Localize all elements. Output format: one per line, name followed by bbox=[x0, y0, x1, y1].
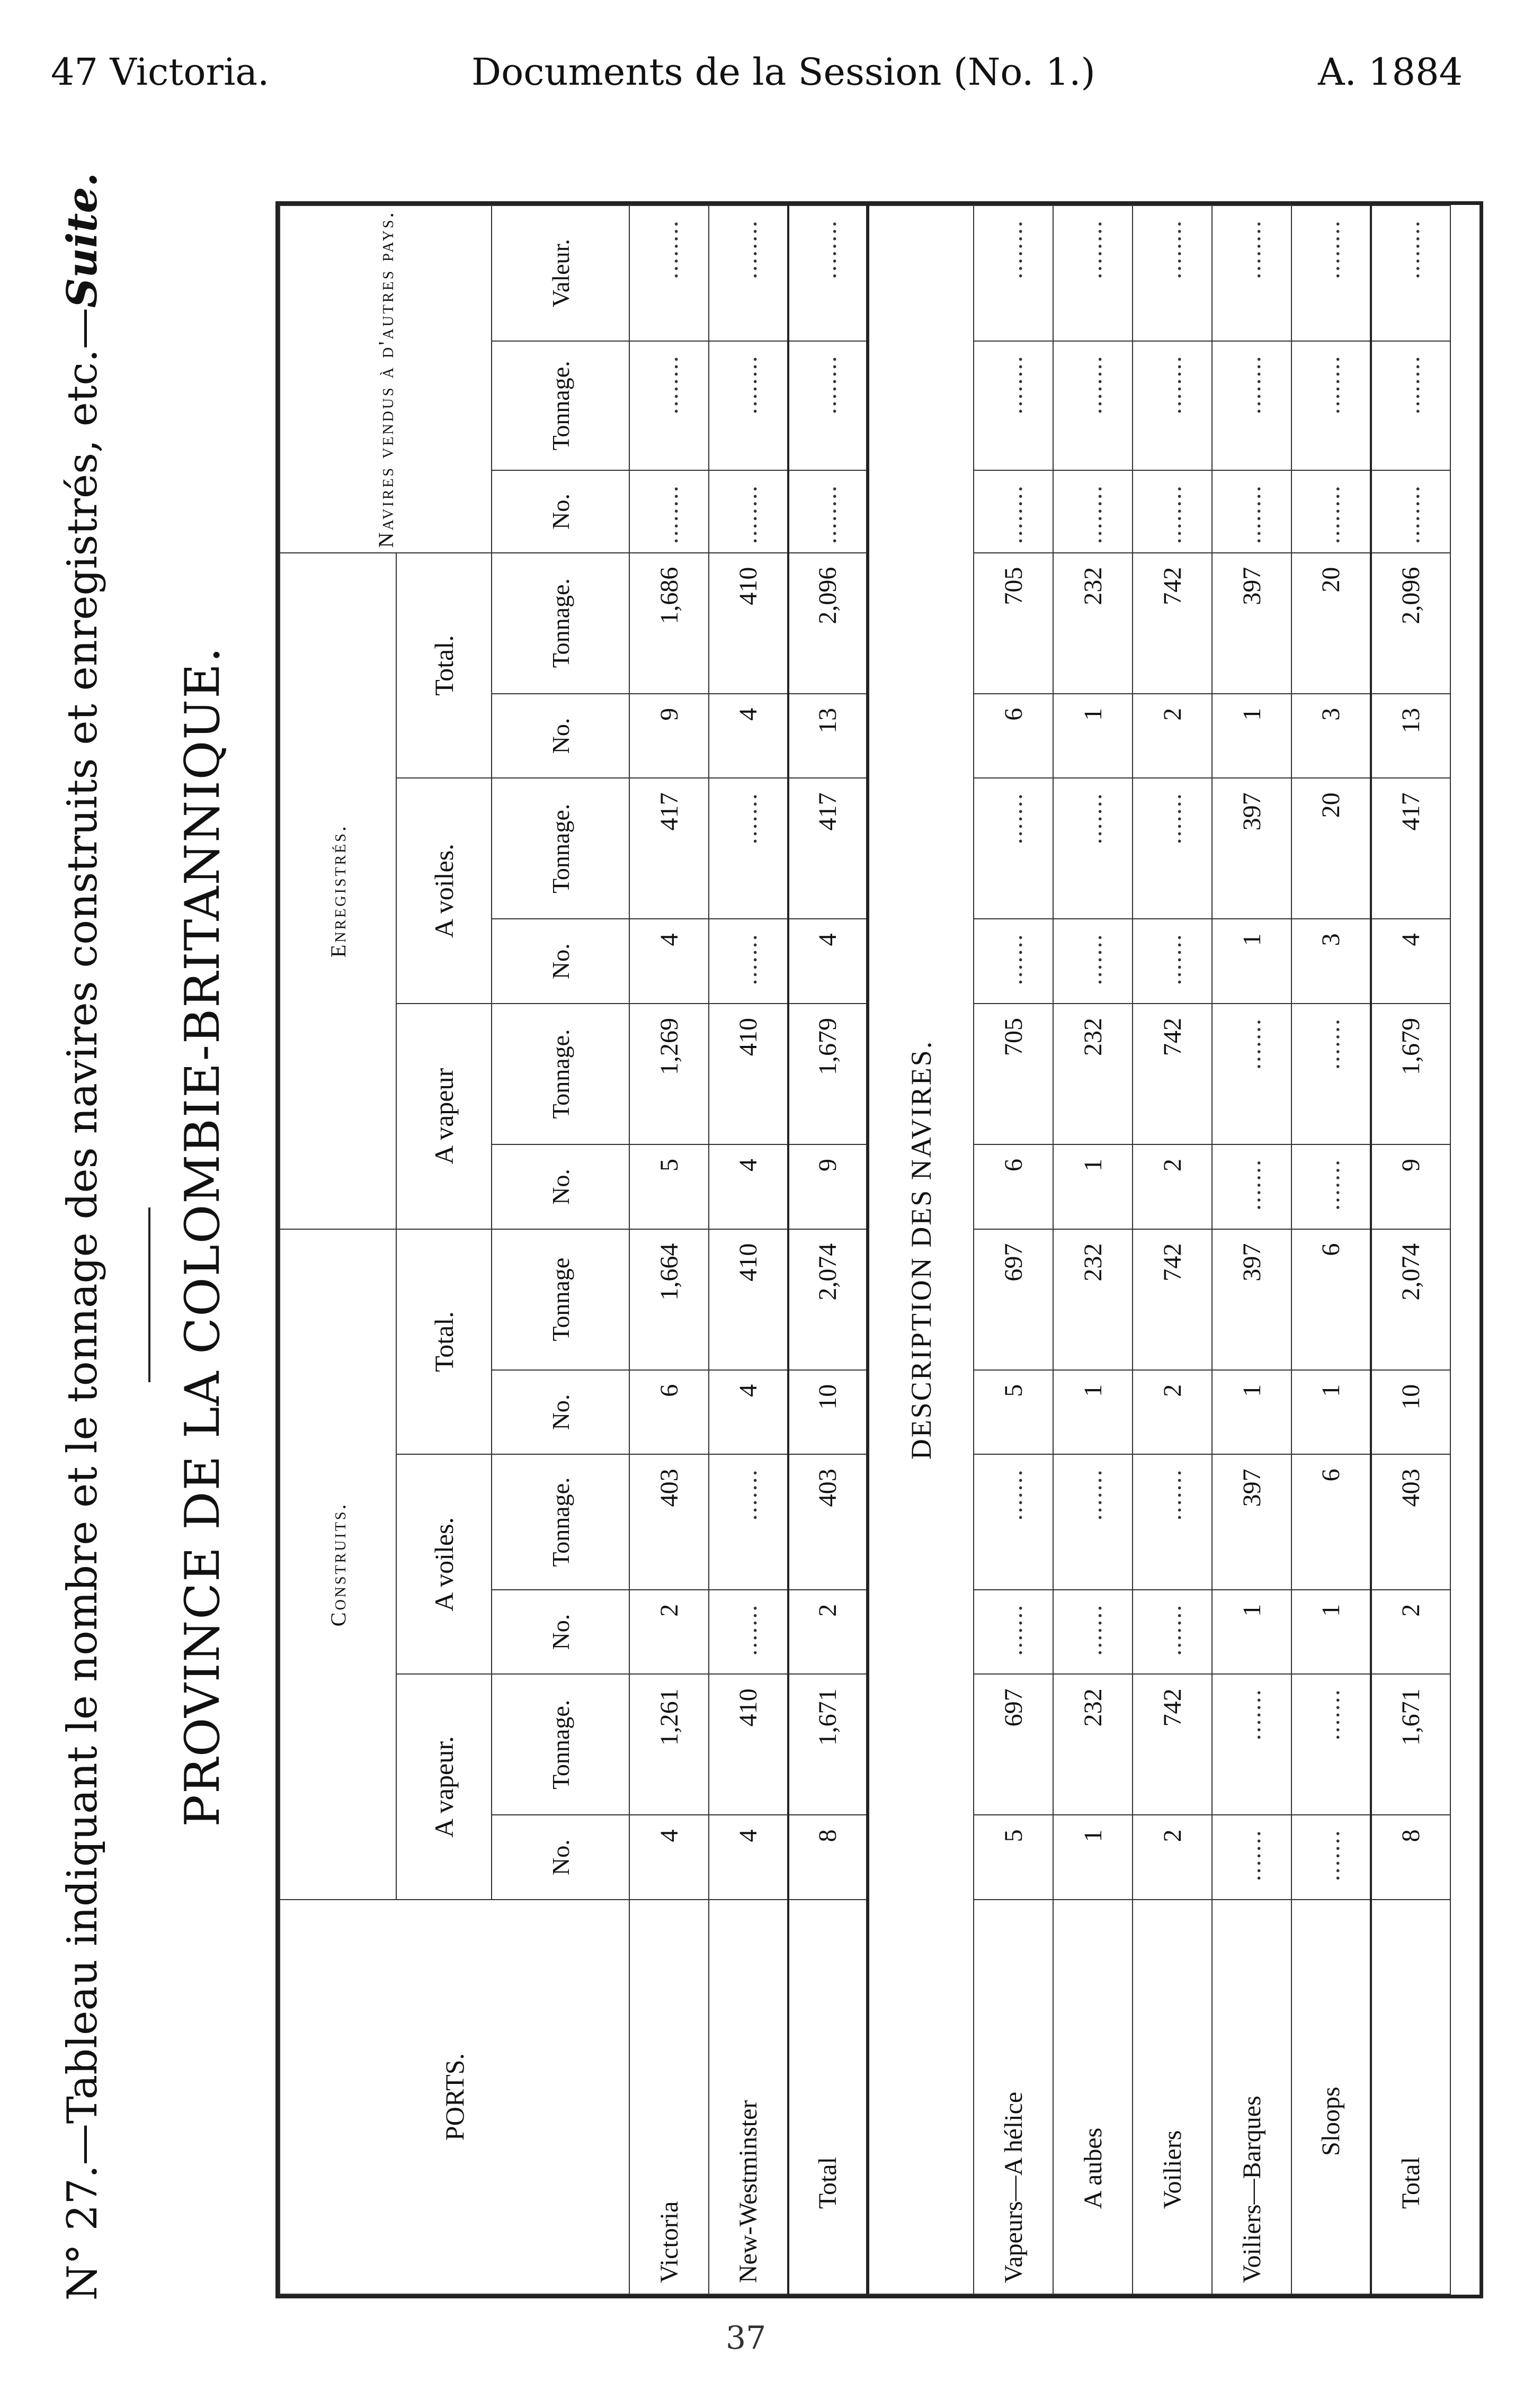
page-header bbox=[0, 0, 1524, 138]
cell-e-vap-t: 742 bbox=[1133, 1004, 1212, 1144]
cell-e-voi-no: 1 bbox=[1212, 919, 1291, 1004]
cell-e-voi-no: ....... bbox=[1133, 919, 1212, 1004]
cell-vendus-tonnage: ........ bbox=[709, 341, 788, 471]
cell-c-vap-t: 742 bbox=[1133, 1674, 1212, 1815]
cell-e-voi-t: ....... bbox=[709, 778, 788, 919]
cell-c-tot-no: 1 bbox=[1212, 1370, 1291, 1455]
row-label: Victoria bbox=[629, 1900, 709, 2294]
cell-c-tot-no: 5 bbox=[974, 1370, 1053, 1455]
table-title bbox=[58, 164, 106, 2309]
cell-vendus-valeur: ........ bbox=[1291, 205, 1371, 341]
cell-c-voi-t: ....... bbox=[974, 1454, 1053, 1589]
cell-e-voi-t: 417 bbox=[788, 778, 868, 919]
cell-c-vap-t: 1,671 bbox=[1371, 1674, 1450, 1815]
col-no: No. bbox=[492, 919, 629, 1004]
cell-vendus-tonnage: ........ bbox=[974, 341, 1053, 471]
cell-c-tot-t: 397 bbox=[1212, 1229, 1291, 1370]
row-label: Sloops bbox=[1291, 1900, 1371, 2294]
cell-vendus-valeur: ........ bbox=[1371, 205, 1450, 341]
row-label: Voiliers bbox=[1133, 1900, 1212, 2294]
cell-c-vap-no: 1 bbox=[1053, 1815, 1133, 1900]
cell-e-tot-no: 2 bbox=[1133, 694, 1212, 778]
cell-e-tot-no: 1 bbox=[1212, 694, 1291, 778]
cell-c-vap-t: 1,671 bbox=[788, 1674, 868, 1815]
cell-c-vap-t: ....... bbox=[1291, 1674, 1371, 1815]
group-construits: Construits. bbox=[280, 1229, 396, 1900]
cell-c-voi-t: 6 bbox=[1291, 1454, 1371, 1589]
cell-e-voi-no: ....... bbox=[709, 919, 788, 1004]
row-label: Total bbox=[788, 1900, 868, 2294]
description-row bbox=[1212, 205, 1291, 2294]
cell-c-tot-no: 2 bbox=[1133, 1370, 1212, 1455]
section-row bbox=[868, 205, 974, 2294]
cell-c-voi-t: ....... bbox=[709, 1454, 788, 1589]
cell-e-tot-t: 2,096 bbox=[788, 553, 868, 694]
cell-c-voi-no: ....... bbox=[1053, 1590, 1133, 1675]
description-row bbox=[1133, 205, 1212, 2294]
cell-e-voi-no: 4 bbox=[788, 919, 868, 1004]
header-left: 47 Victoria. bbox=[51, 50, 270, 94]
col-tonnage: Tonnage. bbox=[492, 1004, 629, 1144]
header-center: Documents de la Session (No. 1.) bbox=[471, 50, 1095, 94]
cell-c-tot-t: 2,074 bbox=[788, 1229, 868, 1370]
cell-e-vap-t: 410 bbox=[709, 1004, 788, 1144]
cell-c-tot-t: 697 bbox=[974, 1229, 1053, 1370]
row-label: Voiliers—Barques bbox=[1212, 1900, 1291, 2294]
cell-vendus-no: ........ bbox=[1212, 470, 1291, 552]
ports-header: PORTS. bbox=[280, 1900, 629, 2294]
sub-e-vapeur: A vapeur bbox=[396, 1004, 492, 1229]
cell-e-voi-no: 4 bbox=[1371, 919, 1450, 1004]
cell-c-voi-no: 2 bbox=[788, 1590, 868, 1675]
description-total-row bbox=[1371, 205, 1450, 2294]
cell-c-tot-no: 10 bbox=[1371, 1370, 1450, 1455]
cell-c-vap-t: 697 bbox=[974, 1674, 1053, 1815]
cell-c-tot-t: 410 bbox=[709, 1229, 788, 1370]
col-valeur: Valeur. bbox=[492, 205, 629, 341]
cell-e-tot-t: 20 bbox=[1291, 553, 1371, 694]
cell-e-tot-t: 397 bbox=[1212, 553, 1291, 694]
cell-e-voi-no: 3 bbox=[1291, 919, 1371, 1004]
cell-vendus-tonnage: ........ bbox=[788, 341, 868, 471]
cell-c-tot-t: 2,074 bbox=[1371, 1229, 1450, 1370]
cell-c-vap-no: 8 bbox=[1371, 1815, 1450, 1900]
cell-vendus-no: ........ bbox=[1053, 470, 1133, 552]
row-label: Vapeurs—A hélice bbox=[974, 1900, 1053, 2294]
cell-e-voi-no: 4 bbox=[629, 919, 709, 1004]
cell-e-vap-no: 2 bbox=[1133, 1144, 1212, 1229]
cell-c-tot-t: 742 bbox=[1133, 1229, 1212, 1370]
cell-e-vap-no: 6 bbox=[974, 1144, 1053, 1229]
title-suite: Suite. bbox=[58, 172, 106, 308]
row-label: Total bbox=[1371, 1900, 1450, 2294]
col-no: No. bbox=[492, 1590, 629, 1675]
cell-c-voi-no: ....... bbox=[974, 1590, 1053, 1675]
cell-e-tot-no: 4 bbox=[709, 694, 788, 778]
cell-vendus-tonnage: ........ bbox=[1212, 341, 1291, 471]
cell-e-vap-t: 1,269 bbox=[629, 1004, 709, 1144]
description-header: DESCRIPTION DES NAVIRES. bbox=[868, 205, 974, 2294]
cell-c-voi-no: 2 bbox=[629, 1590, 709, 1675]
cell-c-voi-no: ....... bbox=[709, 1590, 788, 1675]
port-row bbox=[709, 205, 788, 2294]
cell-c-vap-no: 2 bbox=[1133, 1815, 1212, 1900]
page-number: 37 bbox=[726, 2320, 767, 2357]
cell-e-voi-t: 20 bbox=[1291, 778, 1371, 919]
cell-vendus-valeur: ........ bbox=[1212, 205, 1291, 341]
cell-c-tot-t: 1,664 bbox=[629, 1229, 709, 1370]
cell-e-vap-no: 1 bbox=[1053, 1144, 1133, 1229]
cell-c-tot-no: 4 bbox=[709, 1370, 788, 1455]
cell-c-voi-t: 403 bbox=[629, 1454, 709, 1589]
cell-e-vap-no: ....... bbox=[1212, 1144, 1291, 1229]
cell-vendus-no: ........ bbox=[629, 470, 709, 552]
cell-vendus-tonnage: ........ bbox=[629, 341, 709, 471]
cell-vendus-valeur: ........ bbox=[974, 205, 1053, 341]
cell-c-tot-no: 10 bbox=[788, 1370, 868, 1455]
cell-vendus-tonnage: ........ bbox=[1291, 341, 1371, 471]
cell-e-vap-t: ....... bbox=[1291, 1004, 1371, 1144]
row-label: A aubes bbox=[1053, 1900, 1133, 2294]
sub-c-vapeur: A vapeur. bbox=[396, 1674, 492, 1900]
cell-vendus-no: ........ bbox=[974, 470, 1053, 552]
cell-c-voi-no: 1 bbox=[1212, 1590, 1291, 1675]
sub-c-total: Total. bbox=[396, 1229, 492, 1455]
sub-c-voiles: A voiles. bbox=[396, 1454, 492, 1674]
col-no: No. bbox=[492, 694, 629, 778]
col-no: No. bbox=[492, 1144, 629, 1229]
cell-e-tot-no: 1 bbox=[1053, 694, 1133, 778]
cell-c-vap-t: 410 bbox=[709, 1674, 788, 1815]
cell-vendus-tonnage: ........ bbox=[1371, 341, 1450, 471]
header-right: A. 1884 bbox=[1318, 50, 1463, 94]
cell-vendus-valeur: ........ bbox=[709, 205, 788, 341]
cell-e-tot-t: 1,686 bbox=[629, 553, 709, 694]
cell-e-voi-t: 417 bbox=[629, 778, 709, 919]
cell-e-vap-t: 1,679 bbox=[1371, 1004, 1450, 1144]
cell-c-voi-t: 397 bbox=[1212, 1454, 1291, 1589]
ship-table bbox=[279, 205, 1451, 2295]
cell-c-tot-t: 232 bbox=[1053, 1229, 1133, 1370]
cell-vendus-valeur: ........ bbox=[1053, 205, 1133, 341]
sub-e-total: Total. bbox=[396, 553, 492, 778]
group-enregistres: Enregistrés. bbox=[280, 553, 396, 1229]
cell-c-vap-no: 8 bbox=[788, 1815, 868, 1900]
cell-vendus-tonnage: ........ bbox=[1053, 341, 1133, 471]
row-label: New-Westminster bbox=[709, 1900, 788, 2294]
cell-vendus-tonnage: ........ bbox=[1133, 341, 1212, 471]
col-no: No. bbox=[492, 1815, 629, 1900]
col-tonnage: Tonnage. bbox=[492, 1454, 629, 1589]
cell-vendus-no: ........ bbox=[1291, 470, 1371, 552]
cell-c-voi-no: ....... bbox=[1133, 1590, 1212, 1675]
col-tonnage: Tonnage. bbox=[492, 778, 629, 919]
ship-table-frame bbox=[275, 201, 1483, 2298]
cell-e-tot-t: 232 bbox=[1053, 553, 1133, 694]
col-tonnage: Tonnage bbox=[492, 1229, 629, 1370]
table-body bbox=[629, 205, 1450, 2294]
cell-c-voi-t: ....... bbox=[1133, 1454, 1212, 1589]
cell-c-voi-t: 403 bbox=[788, 1454, 868, 1589]
cell-c-tot-no: 1 bbox=[1053, 1370, 1133, 1455]
cell-e-tot-t: 2,096 bbox=[1371, 553, 1450, 694]
cell-c-vap-t: 232 bbox=[1053, 1674, 1133, 1815]
cell-e-vap-no: 4 bbox=[709, 1144, 788, 1229]
cell-e-tot-t: 705 bbox=[974, 553, 1053, 694]
cell-vendus-valeur: ........ bbox=[629, 205, 709, 341]
rotated-table-page bbox=[53, 164, 1462, 2309]
cell-e-vap-no: 9 bbox=[1371, 1144, 1450, 1229]
title-divider bbox=[148, 1207, 150, 1382]
cell-e-tot-t: 410 bbox=[709, 553, 788, 694]
cell-e-vap-no: ....... bbox=[1291, 1144, 1371, 1229]
cell-vendus-no: ........ bbox=[1371, 470, 1450, 552]
cell-c-voi-t: ....... bbox=[1053, 1454, 1133, 1589]
cell-e-vap-t: ....... bbox=[1212, 1004, 1291, 1144]
cell-c-vap-no: 4 bbox=[629, 1815, 709, 1900]
cell-c-voi-no: 1 bbox=[1291, 1590, 1371, 1675]
sub-e-voiles: A voiles. bbox=[396, 778, 492, 1004]
col-no: No. bbox=[492, 470, 629, 552]
cell-e-voi-t: 397 bbox=[1212, 778, 1291, 919]
cell-e-tot-no: 6 bbox=[974, 694, 1053, 778]
cell-e-vap-no: 9 bbox=[788, 1144, 868, 1229]
cell-e-voi-no: ....... bbox=[974, 919, 1053, 1004]
cell-vendus-valeur: ........ bbox=[1133, 205, 1212, 341]
cell-e-tot-t: 742 bbox=[1133, 553, 1212, 694]
col-tonnage: Tonnage. bbox=[492, 553, 629, 694]
title-prefix: N° 27.—Tableau indiquant le nombre et le tonnage des navires construits et enregistrés, etc.— bbox=[59, 308, 106, 2301]
cell-vendus-no: ........ bbox=[788, 470, 868, 552]
cell-c-vap-no: 5 bbox=[974, 1815, 1053, 1900]
description-row bbox=[1053, 205, 1133, 2294]
description-row bbox=[974, 205, 1053, 2294]
col-tonnage: Tonnage. bbox=[492, 341, 629, 471]
description-row bbox=[1291, 205, 1371, 2294]
cell-c-voi-t: 403 bbox=[1371, 1454, 1450, 1589]
cell-vendus-no: ........ bbox=[709, 470, 788, 552]
cell-e-vap-t: 232 bbox=[1053, 1004, 1133, 1144]
cell-c-vap-t: ....... bbox=[1212, 1674, 1291, 1815]
cell-c-tot-no: 6 bbox=[629, 1370, 709, 1455]
cell-e-voi-t: ....... bbox=[1133, 778, 1212, 919]
cell-e-vap-t: 1,679 bbox=[788, 1004, 868, 1144]
cell-e-tot-no: 9 bbox=[629, 694, 709, 778]
cell-c-tot-no: 1 bbox=[1291, 1370, 1371, 1455]
port-row bbox=[629, 205, 709, 2294]
group-vendus: Navires vendus à d'autres pays. bbox=[280, 205, 492, 553]
cell-c-tot-t: 6 bbox=[1291, 1229, 1371, 1370]
cell-e-tot-no: 13 bbox=[1371, 694, 1450, 778]
cell-e-vap-t: 705 bbox=[974, 1004, 1053, 1144]
cell-vendus-no: ........ bbox=[1133, 470, 1212, 552]
cell-e-voi-t: 417 bbox=[1371, 778, 1450, 919]
cell-e-tot-no: 13 bbox=[788, 694, 868, 778]
cell-c-vap-no: ....... bbox=[1212, 1815, 1291, 1900]
ports-total-row bbox=[788, 205, 868, 2294]
cell-c-vap-t: 1,261 bbox=[629, 1674, 709, 1815]
col-no: No. bbox=[492, 1370, 629, 1455]
cell-e-voi-t: ....... bbox=[974, 778, 1053, 919]
col-tonnage: Tonnage. bbox=[492, 1674, 629, 1815]
cell-e-voi-no: ....... bbox=[1053, 919, 1133, 1004]
cell-c-vap-no: 4 bbox=[709, 1815, 788, 1900]
cell-e-tot-no: 3 bbox=[1291, 694, 1371, 778]
cell-e-vap-no: 5 bbox=[629, 1144, 709, 1229]
cell-c-voi-no: 2 bbox=[1371, 1590, 1450, 1675]
cell-c-vap-no: ....... bbox=[1291, 1815, 1371, 1900]
province-heading: PROVINCE DE LA COLOMBIE-BRITANNIQUE. bbox=[175, 646, 230, 1827]
cell-e-voi-t: ....... bbox=[1053, 778, 1133, 919]
cell-vendus-valeur: ........ bbox=[788, 205, 868, 341]
